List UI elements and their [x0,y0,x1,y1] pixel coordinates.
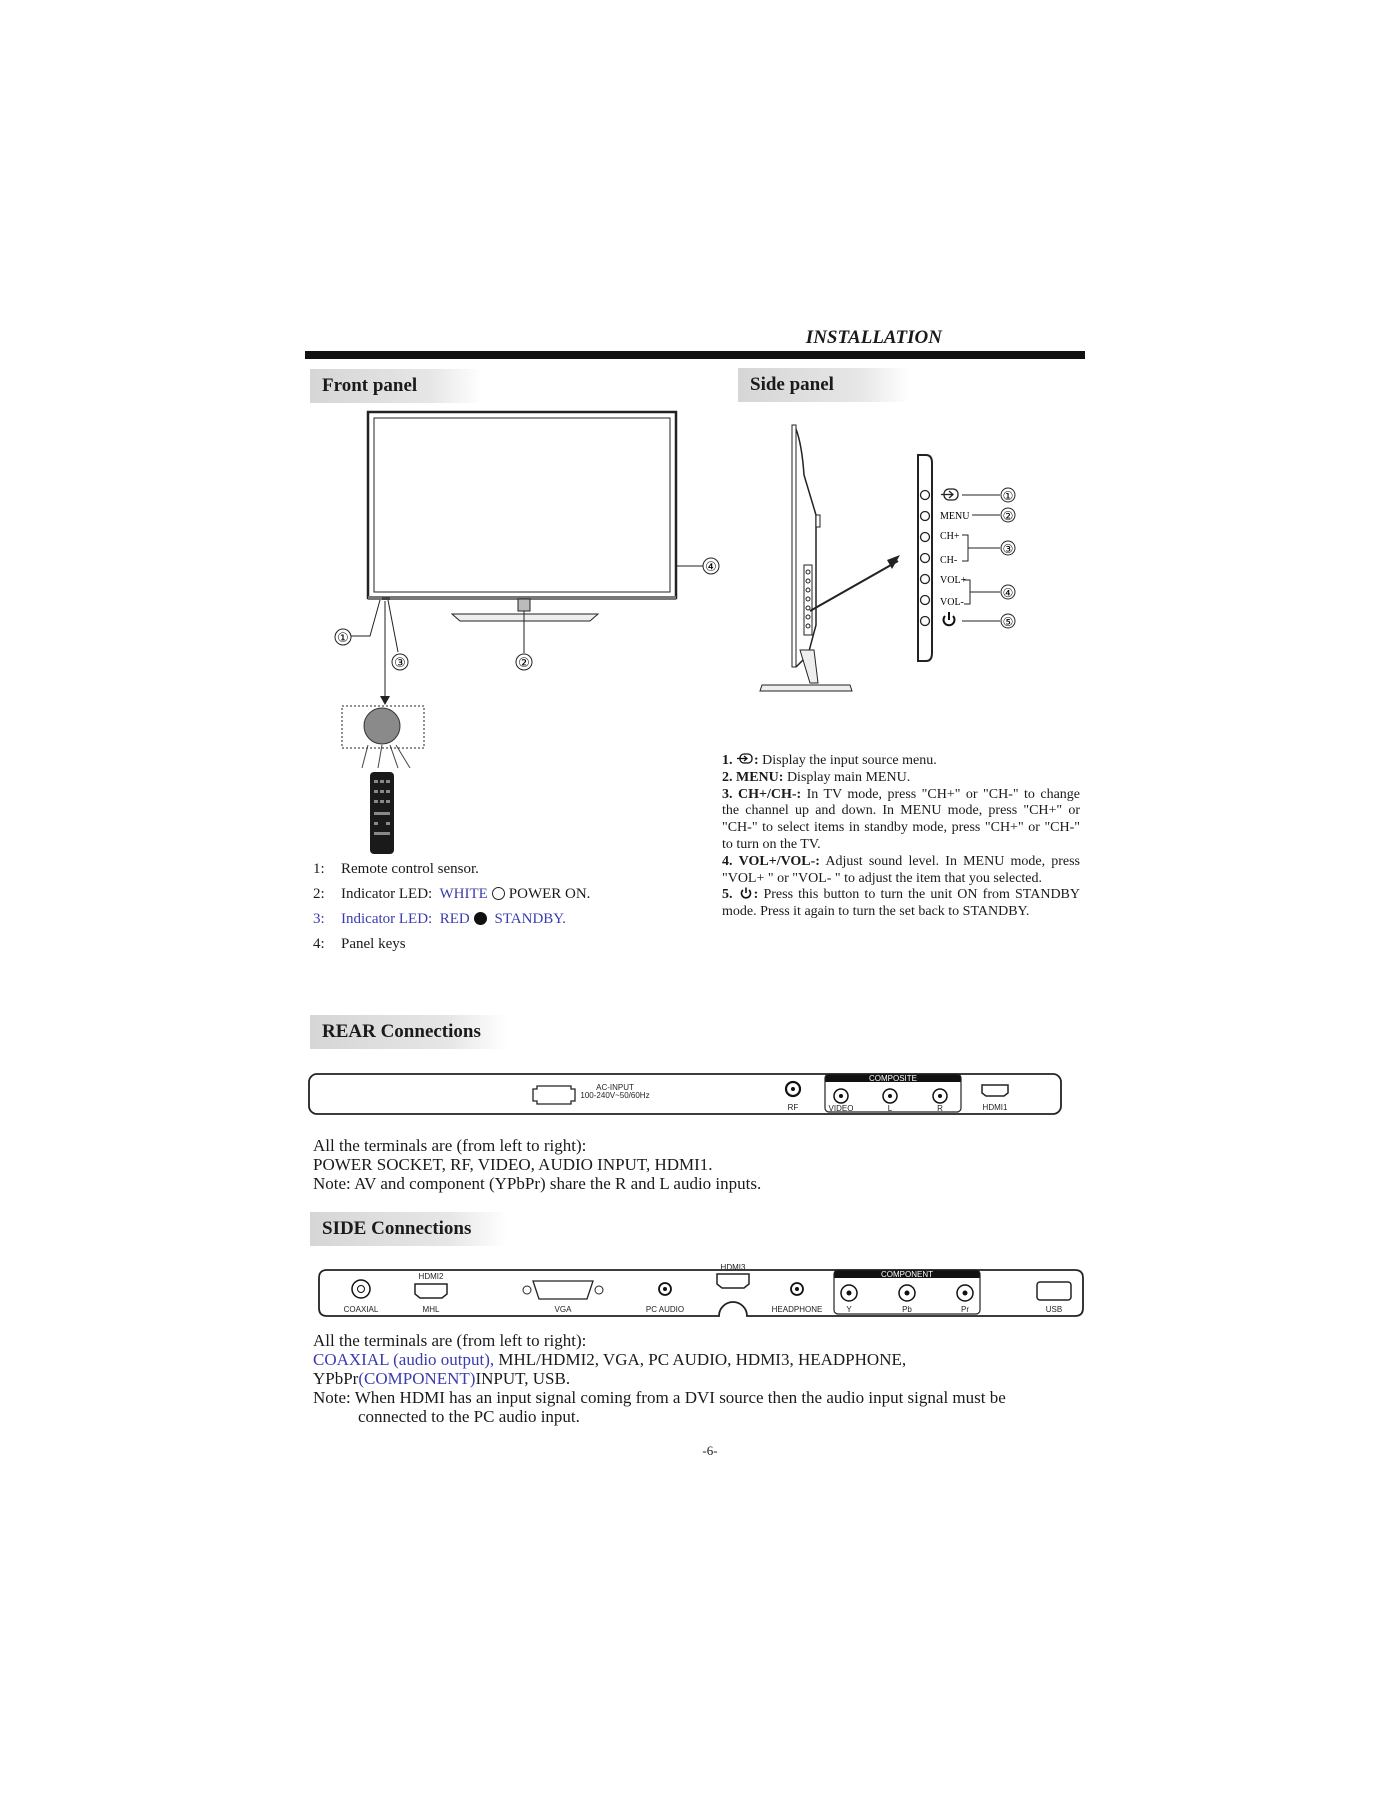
stand-neck [518,599,530,611]
side-connections-text: All the terminals are (from left to right): COAXIAL (audio output), MHL/HDMI2, VGA, PC AUDIO, HDMI3, HEADPHONE, YPbPr(COMPONENT)INPUT, USB. Note: When HDMI has an input signal coming from a DVI source then the audio input signal must be connected to the PC audio input. [313,1331,1006,1426]
desc-item-4: 4. VOL+/VOL-: Adjust sound level. In MENU mode, press "VOL+ " or "VOL- " to adjust the item that you selected. [722,853,1081,886]
remote-sensor-zoom [364,708,400,744]
stand-base [452,614,598,621]
rear-connections-panel [305,1070,1065,1120]
rear-connections-text: All the terminals are (from left to right): POWER SOCKET, RF, VIDEO, AUDIO INPUT, HDMI1. Note: AV and component (YPbPr) share the R and L audio inputs. [313,1136,762,1193]
usb-port [1037,1282,1071,1300]
hdmi3-label: HDMI3 [720,1263,746,1272]
ac-voltage-label: 100-240V~50/60Hz [580,1091,650,1100]
key-label-ch-minus: CH- [940,555,958,566]
key-label-vol-minus: VOL- [940,597,964,608]
headphone-label: HEADPHONE [771,1305,823,1314]
rf-label: RF [787,1103,799,1112]
hdmi3-port [717,1274,749,1288]
side-connections-panel [315,1262,1090,1322]
y-label: Y [846,1305,852,1314]
vga-port [533,1281,593,1299]
desc-item-2: 2. MENU: Display main MENU. [722,769,911,785]
hdmi1-label: HDMI1 [982,1103,1008,1112]
page-number: -6- [702,1443,718,1458]
side-panel-descriptions [722,753,1080,921]
hdmi2-label: HDMI2 [418,1272,444,1281]
page-section-title: INSTALLATION [805,327,942,348]
front-panel-diagram [320,400,740,860]
pr-label: Pr [961,1305,969,1314]
ac-input-label: AC-INPUT [596,1083,634,1092]
header-rule [305,351,1085,359]
desc-item-5: 5. : Press this button to turn the unit ON from STANDBY mode. Press it again to turn the set back to STANDBY. [722,887,1081,920]
side-callout-2: ② [1002,509,1014,523]
legend-item-2: 2: Indicator LED: WHITE POWER ON. [313,886,591,902]
side-callout-4: ④ [1002,586,1014,600]
side-callout-5: ⑤ [1002,615,1014,629]
legend-item-3: 3: Indicator LED: RED STANDBY. [313,911,566,927]
hdmi1-port [982,1085,1008,1096]
power-socket-port [533,1086,575,1104]
key-label-ch-plus: CH+ [940,531,960,542]
key-label-menu: MENU [940,511,970,522]
legend-item-4: 4: Panel keys [313,936,406,952]
callout-line-1 [350,600,380,636]
vga-label: VGA [554,1305,572,1314]
sensor-window [382,597,390,600]
pb-label: Pb [902,1305,912,1314]
rear-connections-heading: REAR Connections [310,1015,507,1049]
side-callout-3: ③ [1002,542,1014,556]
key-label-vol-plus: VOL+ [940,575,967,586]
input-source-icon [941,489,958,500]
callout-2: ② [518,656,530,671]
front-panel-legend [313,857,673,957]
video-label: VIDEO [828,1104,854,1113]
mhl-label: MHL [422,1305,440,1314]
power-icon [944,612,955,625]
tv-screen [374,418,670,592]
component-label: COMPONENT [881,1270,933,1279]
desc-item-3: 3. CH+/CH-: In TV mode, press "CH+" or "CH-" to change the channel up and down. In MENU mode, press "CH+" or "CH-" to select items in standby mode, press "CH+" or "CH-" to turn on the TV. [722,786,1081,852]
usb-label: USB [1045,1305,1063,1314]
zoom-arrow-head [380,696,390,705]
side-callout-1: ① [1002,489,1014,503]
callout-1: ① [337,631,349,646]
desc-item-1: 1. : Display the input source menu. [722,753,937,768]
callout-4: ④ [705,560,717,575]
red-led-icon [474,912,487,925]
tv-side-profile [792,425,796,667]
composite-label: COMPOSITE [868,1074,918,1083]
front-panel-heading: Front panel [310,369,482,403]
coaxial-port [352,1280,370,1298]
white-led-icon [492,887,505,900]
l-label: L [887,1104,893,1113]
coaxial-label: COAXIAL [343,1305,379,1314]
side-panel-diagram [750,415,1080,700]
power-icon [738,887,754,899]
side-stand-base [760,685,852,691]
r-label: R [937,1104,943,1113]
hdmi2-mhl-port [415,1284,447,1298]
side-zoom-arrow [810,561,898,611]
side-stand-neck [800,650,818,683]
side-panel-heading: Side panel [738,368,910,402]
legend-item-1: 1: Remote control sensor. [313,861,479,877]
callout-line-3 [388,600,398,652]
side-connections-heading: SIDE Connections [310,1212,507,1246]
callout-3: ③ [394,656,406,671]
pc-audio-label: PC AUDIO [645,1305,685,1314]
input-source-icon [736,753,754,765]
